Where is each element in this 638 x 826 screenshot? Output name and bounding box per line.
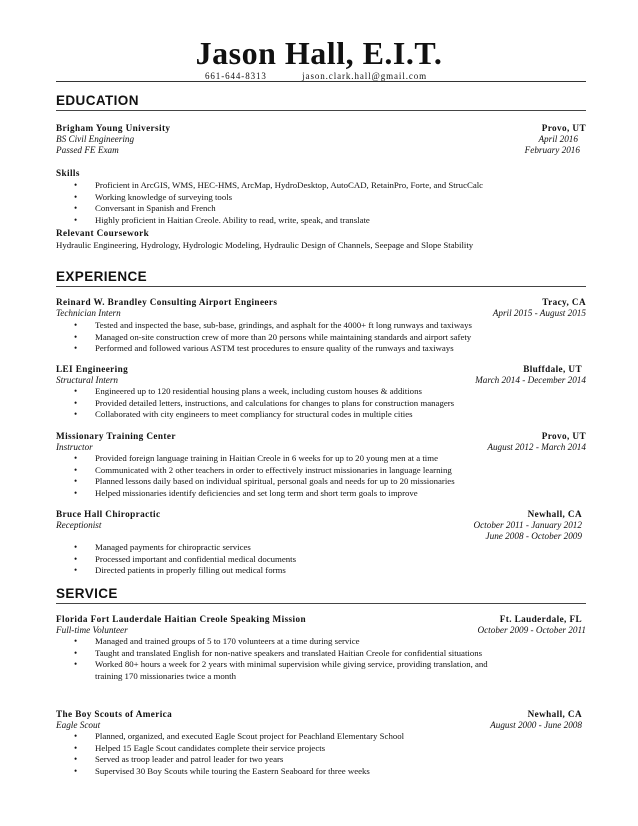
job-bullets (74, 386, 586, 421)
school-name: Brigham Young University (56, 123, 171, 133)
list-item: • Managed on-site construction crew of more than 20 persons while maintaining standards and airport safety (74, 332, 586, 344)
list-item: • Communicated with 2 other teachers in order to effectively instruct missionaries in language learning (74, 465, 586, 477)
job-role: Receptionist (56, 520, 102, 530)
education-heading: EDUCATION (56, 93, 139, 108)
school-location: Provo, UT (541, 123, 586, 133)
service-role: Eagle Scout (56, 720, 101, 730)
list-item: • Helped 15 Eagle Scout candidates complete their service projects (74, 743, 586, 755)
degree: BS Civil Engineering (56, 134, 135, 144)
service-bullets (74, 636, 586, 671)
list-item: • Planned, organized, and executed Eagle Scout project for Peachland Elementary School (74, 731, 586, 743)
skills-heading: Skills (56, 168, 80, 178)
degree-date: April 2016 (538, 134, 578, 144)
service-location: Newhall, CA (527, 709, 582, 719)
list-item: • Managed and trained groups of 5 to 170 volunteers at a time during service (74, 636, 586, 648)
job-dates: March 2014 - December 2014 (475, 375, 586, 385)
header-divider (56, 81, 586, 82)
skills-list (74, 180, 586, 226)
list-item: • Working knowledge of surveying tools (74, 192, 586, 204)
job-bullets (74, 453, 586, 499)
list-item: • Provided detailed letters, instructions, and calculations for changes to plans for construction managers (74, 398, 586, 410)
service-organization: The Boy Scouts of America (56, 709, 173, 719)
service-dates: August 2000 - June 2008 (490, 720, 582, 730)
list-item: • Processed important and confidential medical documents (74, 554, 586, 566)
job-location: Tracy, CA (542, 297, 586, 307)
list-item: • Helped missionaries identify deficiencies and set long term and short term goals to improve (74, 488, 586, 500)
list-item: • Tested and inspected the base, sub-base, grindings, and asphalt for the 4000+ ft long runways and taxiways (74, 320, 586, 332)
job-organization: Reinard W. Brandley Consulting Airport Engineers (56, 297, 278, 307)
service-location: Ft. Lauderdale, FL (499, 614, 582, 624)
service-bullet-continuation: training 170 missionaries twice a month (95, 671, 236, 681)
job-organization: Missionary Training Center (56, 431, 176, 441)
list-item: • Collaborated with city engineers to meet compliancy for structural codes in multiple cities (74, 409, 586, 421)
service-divider (56, 603, 586, 604)
coursework-heading: Relevant Coursework (56, 228, 150, 238)
job-organization: LEI Engineering (56, 364, 129, 374)
list-item: • Supervised 30 Boy Scouts while touring the Eastern Seaboard for three weeks (74, 766, 586, 778)
job-dates: August 2012 - March 2014 (487, 442, 586, 452)
contact-line (205, 71, 427, 81)
service-bullets (74, 731, 586, 777)
experience-heading: EXPERIENCE (56, 269, 148, 284)
job-location: Newhall, CA (527, 509, 582, 519)
job-role: Technician Intern (56, 308, 121, 318)
applicant-name: Jason Hall, E.I.T. (195, 35, 443, 71)
exam: Passed FE Exam (56, 145, 119, 155)
job-role: Instructor (56, 442, 93, 452)
list-item: • Highly proficient in Haitian Creole. Ability to read, write, speak, and translate (74, 215, 586, 227)
list-item: • Managed payments for chiropractic services (74, 542, 586, 554)
list-item: • Planned lessons daily based on individual spiritual, personal goals and needs for up to 20 missionaries (74, 476, 586, 488)
job-dates: October 2011 - January 2012 (473, 520, 582, 530)
coursework-text: Hydraulic Engineering, Hydrology, Hydrologic Modeling, Hydraulic Design of Channels, Seepage and Slope Stability (56, 240, 474, 250)
job-role: Structural Intern (56, 375, 119, 385)
list-item: • Taught and translated English for non-native speakers and translated Haitian Creole for confidential situations (74, 648, 586, 660)
list-item: • Worked 80+ hours a week for 2 years with minimal supervision while giving service, providing translation, and (74, 659, 586, 671)
service-dates: October 2009 - October 2011 (477, 625, 586, 635)
service-role: Full-time Volunteer (56, 625, 128, 635)
list-item: • Provided foreign language training in Haitian Creole in 6 weeks for up to 20 young men at a time (74, 453, 586, 465)
job-dates: June 2008 - October 2009 (485, 531, 582, 541)
job-bullets (74, 542, 586, 577)
list-item: • Engineered up to 120 residential housing plans a week, including custom houses & additions (74, 386, 586, 398)
service-heading: SERVICE (56, 586, 118, 601)
list-item: • Directed patients in properly filling out medical forms (74, 565, 586, 577)
job-organization: Bruce Hall Chiropractic (56, 509, 161, 519)
email-address: jason.clark.hall@gmail.com (302, 71, 428, 81)
experience-divider (56, 286, 586, 287)
service-organization: Florida Fort Lauderdale Haitian Creole Speaking Mission (56, 614, 306, 624)
list-item: • Served as troop leader and patrol leader for two years (74, 754, 586, 766)
phone-number: 661-644-8313 (205, 71, 267, 81)
list-item: • Performed and followed various ASTM test procedures to ensure quality of the runways and taxiways (74, 343, 586, 355)
job-dates: April 2015 - August 2015 (492, 308, 586, 318)
job-bullets (74, 320, 586, 355)
list-item: • Proficient in ArcGIS, WMS, HEC-HMS, ArcMap, HydroDesktop, AutoCAD, RetainPro, Forte, and StrucCalc (74, 180, 586, 192)
list-item: • Conversant in Spanish and French (74, 203, 586, 215)
education-divider (56, 110, 586, 111)
job-location: Bluffdale, UT (523, 364, 582, 374)
exam-date: February 2016 (524, 145, 580, 155)
job-location: Provo, UT (541, 431, 586, 441)
